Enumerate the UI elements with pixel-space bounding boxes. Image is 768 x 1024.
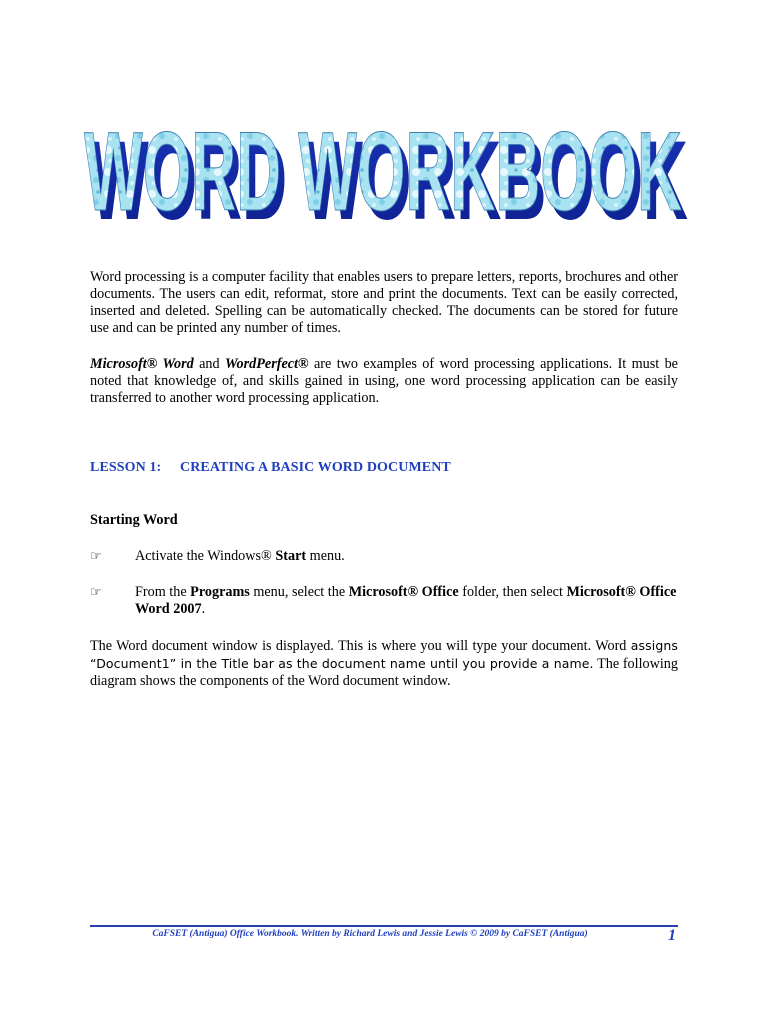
- step-2-text-c: folder, then select: [458, 584, 567, 600]
- step-1-text: Activate the Windows®: [135, 548, 276, 564]
- step-2-programs-bold: Programs: [190, 584, 250, 600]
- pointing-hand-icon: ☞: [90, 585, 102, 600]
- section-heading: Starting Word: [90, 512, 178, 528]
- step-1-start-bold: Start: [275, 548, 307, 564]
- step-2-text-d: .: [201, 601, 206, 617]
- p3-sentence-a: The Word document window is displayed. This is where you will type your document. Word: [90, 638, 631, 654]
- product-microsoft-word: Microsoft® Word: [90, 356, 194, 372]
- footer-divider: [90, 925, 678, 927]
- step-1-text-end: menu.: [306, 548, 345, 564]
- footer-copyright: CaFSET (Antigua) Office Workbook. Written by Richard Lewis and Jessie Lewis © 2009 by CaFSET (Antigua): [152, 929, 588, 939]
- lesson-number: LESSON 1:: [90, 460, 162, 475]
- p3-sentence-b: assigns “Document1” in the Title bar as the document name until you provide a name.: [90, 638, 678, 671]
- step-2-word2007-bold: Microsoft® Office Word 2007: [135, 584, 677, 617]
- svg-text:WORD WORKBOOK: WORD WORKBOOK: [90, 118, 688, 238]
- step-2-office-bold: Microsoft® Office: [348, 584, 459, 600]
- word-workbook-wordart: [80, 78, 696, 238]
- intro-paragraph-2: [90, 356, 678, 407]
- step-item-1: [90, 548, 678, 565]
- step-2-text-a: From the: [135, 584, 191, 600]
- intro-paragraph-1: Word processing is a computer facility that enables users to prepare letters, reports, brochures and other documents. The users can edit, reformat, store and print the documents. Text can be easily corrected, inserted and deleted. Spelling can be automatically checked. The documents can be stored for future use and can be printed any number of times.: [90, 269, 678, 336]
- svg-text:WORD WORKBOOK: WORD WORKBOOK: [84, 109, 682, 234]
- lesson-title: CREATING A BASIC WORD DOCUMENT: [180, 460, 451, 475]
- intro-paragraph-2-rest: are two examples of word processing applications. It must be noted that knowledge of, and skills gained in using, one word processing application can be easily transferred to another word processing application.: [90, 356, 678, 406]
- page-number: 1: [668, 927, 676, 944]
- step-2-text-b: menu, select the: [249, 584, 349, 600]
- step-item-2: [90, 584, 678, 618]
- conjunction-text: and: [193, 356, 225, 372]
- product-wordperfect: WordPerfect®: [225, 356, 309, 372]
- lesson-heading: [90, 460, 451, 476]
- pointing-hand-icon: ☞: [90, 549, 102, 564]
- document-window-paragraph: [90, 637, 678, 690]
- p3-sentence-c: The following diagram shows the components of the Word document window.: [90, 656, 678, 689]
